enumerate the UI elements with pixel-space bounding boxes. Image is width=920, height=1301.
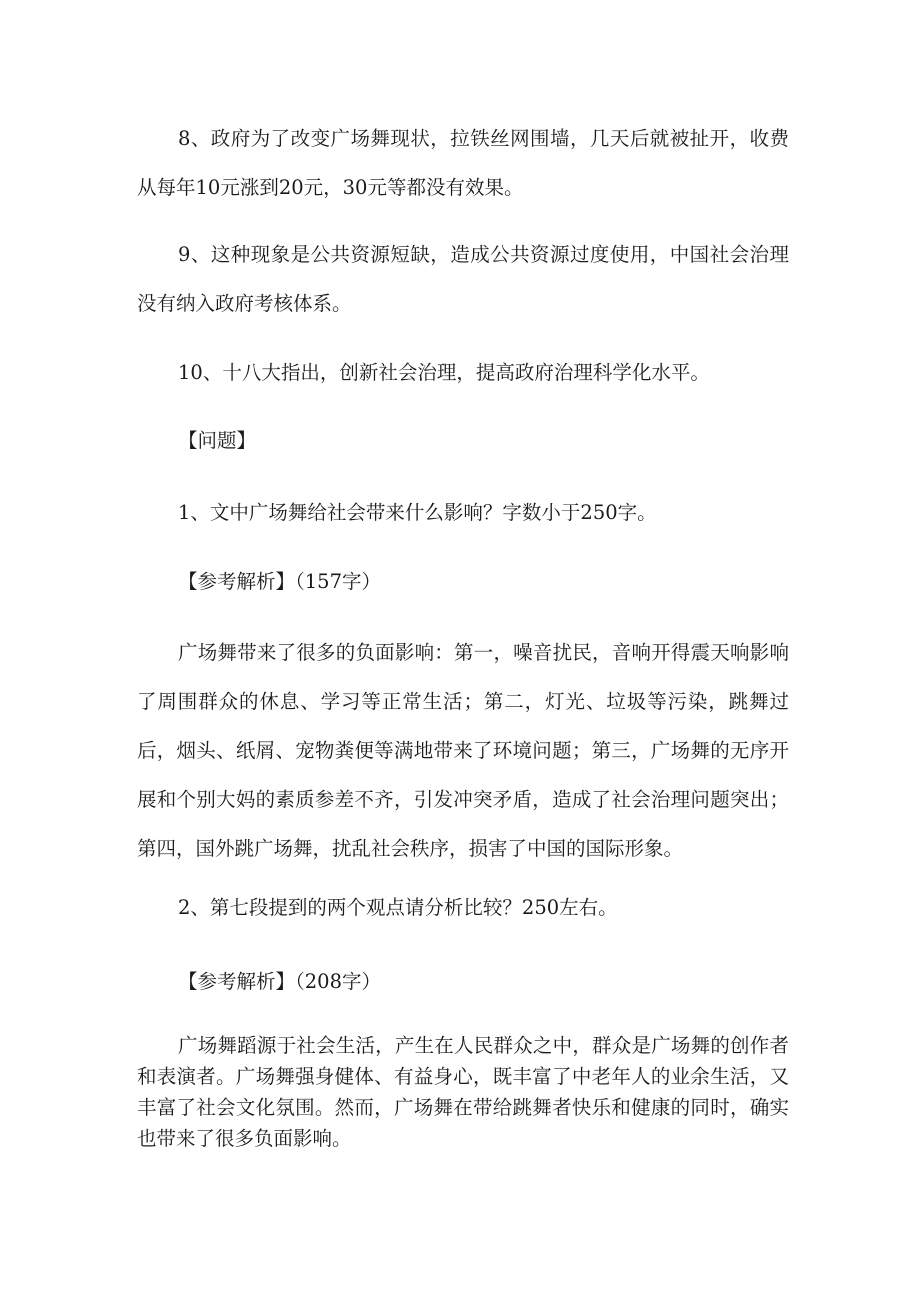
questions-heading: 【问题】: [178, 429, 257, 452]
paragraph-10: 10、十八大指出，创新社会治理，提高政府治理科学化水平。: [178, 361, 710, 384]
answer-2-body: 广场舞蹈源于社会生活，产生在人民群众之中，群众是广场舞的创作者和表演者。广场舞强身健体、有益身心，既丰富了中老年人的业余生活，又丰富了社会文化氛围。然而，广场舞在带给跳舞者快乐和健康的同时，确实也带来了很多负面影响。: [137, 1034, 789, 1150]
paragraph-9: 9、这种现象是公共资源短缺，造成公共资源过度使用，中国社会治理没有纳入政府考核体系。: [137, 243, 789, 315]
paragraph-8: 8、政府为了改变广场舞现状，拉铁丝网围墙，几天后就被扯开，收费从每年10元涨到20元，30元等都没有效果。: [137, 127, 789, 199]
question-2: 2、第七段提到的两个观点请分析比较？250左右。: [178, 896, 618, 919]
answer-1-heading: 【参考解析】（157字）: [178, 570, 381, 593]
answer-1-body: 广场舞带来了很多的负面影响：第一，噪音扰民，音响开得震天响影响了周围群众的休息、学习等正常生活；第二，灯光、垃圾等污染，跳舞过后，烟头、纸屑、宠物粪便等满地带来了环境问题；第三，广场舞的无序开展和个别大妈的素质参差不齐，引发冲突矛盾，造成了社会治理问题突出；第四，国外跳广场舞，扰乱社会秩序，损害了中国的国际形象。: [137, 641, 789, 860]
answer-2-heading: 【参考解析】（208字）: [178, 970, 381, 993]
question-1: 1、文中广场舞给社会带来什么影响？字数小于250字。: [178, 501, 657, 524]
